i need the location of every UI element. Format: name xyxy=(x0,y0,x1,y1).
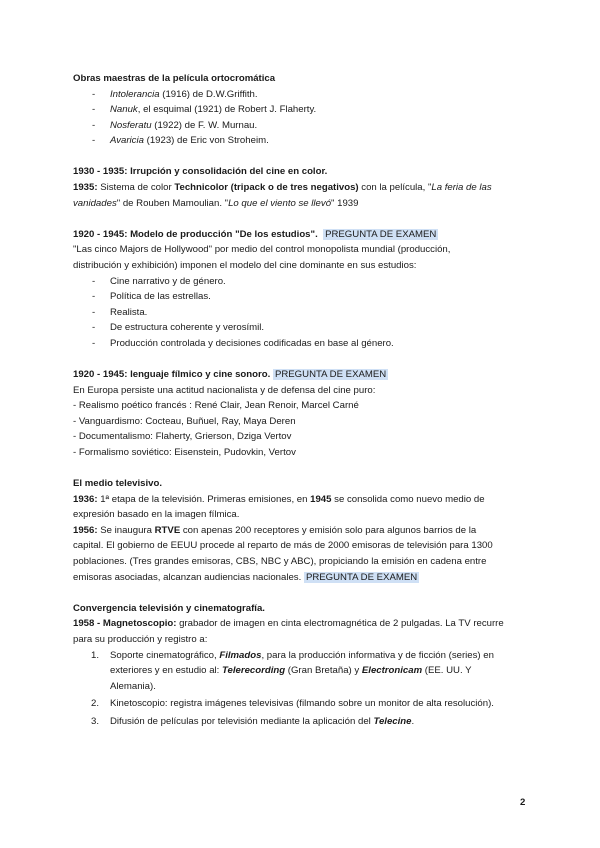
movement-line: - Formalismo soviético: Eisenstein, Pudovkin, Vertov xyxy=(73,446,296,458)
exam-question-tag: PREGUNTA DE EXAMEN xyxy=(274,369,387,380)
movement-line: - Vanguardismo: Cocteau, Buñuel, Ray, Maya Deren xyxy=(73,415,296,427)
heading-convergencia: Convergencia televisión y cinematografía. xyxy=(73,602,265,614)
list-item: - Política de las estrellas. xyxy=(92,291,211,303)
list-item: - Intolerancia (1916) de D.W.Griffith. xyxy=(92,88,258,100)
numbered-item: 1. Soporte cinematográfico, Filmados, para la producción informativa y de ficción (series) en exteriores y en estudio al: Telerecording (Gran Bretaña) y Electronicam (EE. UU. Y Alemania). xyxy=(91,649,494,692)
movement-line: - Realismo poético francés : René Clair, Jean Renoir, Marcel Carné xyxy=(73,400,359,412)
paragraph-1956-cont: poblaciones. (Tres grandes emisoras, CBS, NBC y ABC), propiciando la emisión en cadena entre xyxy=(73,556,487,568)
page-number: 2 xyxy=(520,797,526,808)
list-item: - Producción controlada y decisiones codificadas en base al género. xyxy=(92,337,394,349)
heading-obras-maestras: Obras maestras de la película ortocromática xyxy=(73,73,276,84)
paragraph-1936: 1936: 1ª etapa de la televisión. Primeras emisiones, en 1945 se consolida como nuevo medio de xyxy=(73,493,485,505)
numbered-item: 2. Kinetoscopio: registra imágenes televisivas (filmando sobre un monitor de alta resolución). xyxy=(91,698,494,710)
heading-modelo-estudios: 1920 - 1945: Modelo de producción "De los estudios". PREGUNTA DE EXAMEN xyxy=(73,228,437,240)
list-item: - De estructura coherente y verosímil. xyxy=(92,322,265,334)
page-content xyxy=(73,71,533,729)
heading-lenguaje-filmico: 1920 - 1945: lenguaje fílmico y cine sonoro. PREGUNTA DE EXAMEN xyxy=(73,369,387,380)
paragraph-magnetoscopio: 1958 - Magnetoscopio: grabador de imagen en cinta electromagnética de 2 pulgadas. La TV recurre xyxy=(73,618,504,630)
paragraph-1956-cont: capital. El gobierno de EEUU procede al reparto de más de 2000 emisoras de televisión para 1300 xyxy=(73,540,493,552)
heading-medio-televisivo: El medio televisivo. xyxy=(73,478,163,490)
paragraph-1936-cont: expresión basado en la imagen fílmica. xyxy=(73,509,240,521)
paragraph-majors-cont: distribución y exhibición) imponen el modelo del cine dominante en sus estudios: xyxy=(73,259,417,271)
list-item: - Avaricia (1923) de Eric von Stroheim. xyxy=(92,135,269,147)
list-item: - Cine narrativo y de género. xyxy=(92,275,226,287)
paragraph-technicolor-cont: vanidades" de Rouben Mamoulian. "Lo que el viento se llevó" 1939 xyxy=(73,197,359,209)
numbered-item: 3. Difusión de películas por televisión mediante la aplicación del Telecine. xyxy=(91,715,415,727)
exam-question-tag: PREGUNTA DE EXAMEN xyxy=(305,571,418,583)
paragraph-1956: 1956: Se inaugura RTVE con apenas 200 receptores y emisión solo para algunos barrios de la xyxy=(73,524,477,536)
paragraph-technicolor: 1935: Sistema de color Technicolor (tripack o de tres negativos) con la película, "La feria de las xyxy=(73,182,492,194)
paragraph-magnetoscopio-cont: para su producción y registro a: xyxy=(73,633,208,645)
paragraph-majors: "Las cinco Majors de Hollywood" por medio del control monopolista mundial (producción, xyxy=(73,244,451,256)
paragraph-europa: En Europa persiste una actitud nacionalista y de defensa del cine puro: xyxy=(73,384,376,396)
exam-question-tag: PREGUNTA DE EXAMEN xyxy=(325,228,437,240)
list-item: - Realista. xyxy=(92,306,148,318)
paragraph-1956-cont: emisoras asociadas, alcanzan audiencias nacionales. PREGUNTA DE EXAMEN xyxy=(73,571,418,583)
movement-line: - Documentalismo: Flaherty, Grierson, Dziga Vertov xyxy=(73,431,292,443)
list-item: - Nosferatu (1922) de F. W. Murnau. xyxy=(92,119,258,131)
heading-cine-color: 1930 - 1935: Irrupción y consolidación del cine en color. xyxy=(73,166,328,178)
list-item: - Nanuk, el esquimal (1921) de Robert J. Flaherty. xyxy=(92,104,317,116)
